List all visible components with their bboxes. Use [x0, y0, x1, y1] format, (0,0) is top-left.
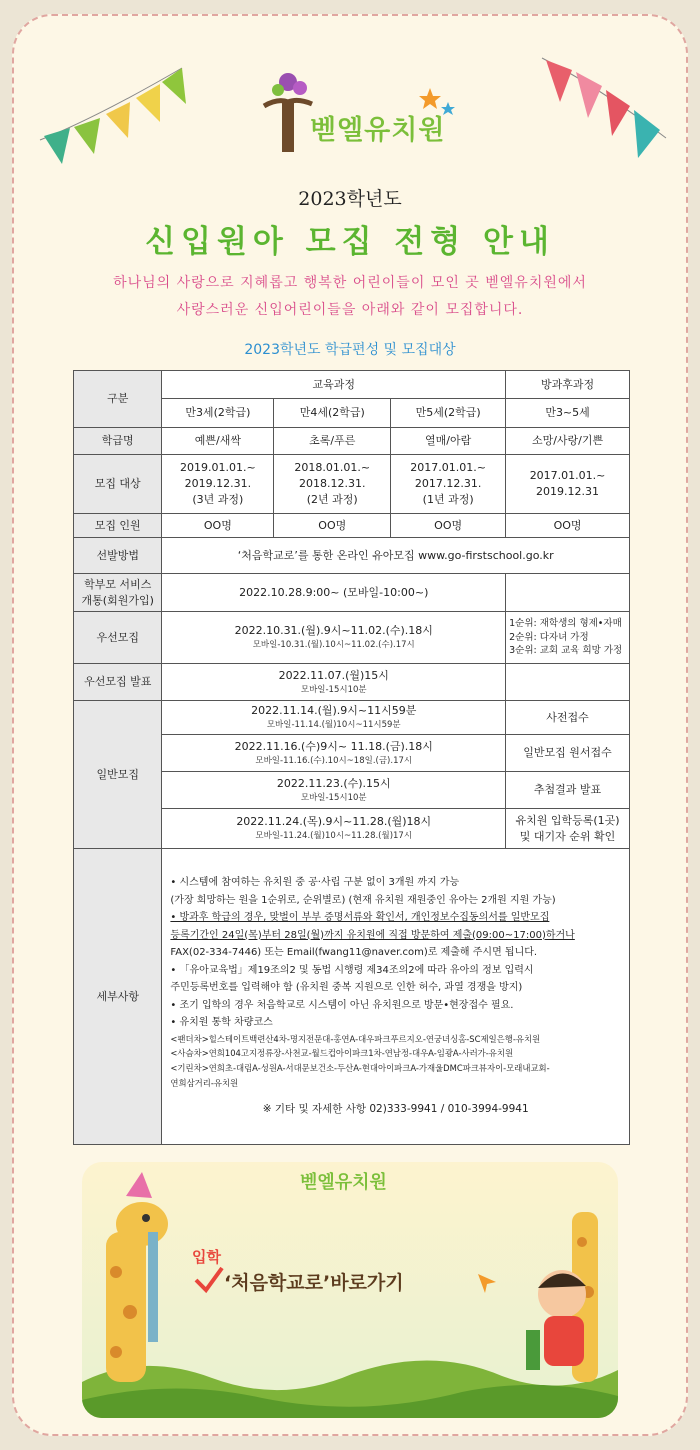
- age-cell: 만5세(2학급): [391, 399, 506, 428]
- method-cell: ‘처음학교로’를 통한 온라인 유아모집 www.go-firstschool.go.kr: [162, 538, 630, 574]
- target-cell: 2018.01.01.~ 2018.12.31. (2년 과정): [274, 455, 391, 514]
- general-date-cell: 2022.11.24.(목).9시~11.28.(월)18시 모바일-11.24.(월)10시~11.28.(월)17시: [162, 809, 506, 849]
- intro-line-1: 하나님의 사랑으로 지혜롭고 행복한 어린이들이 모인 곳 벧엘유치원에서: [113, 275, 587, 291]
- child-giraffe-icon: [522, 1202, 618, 1392]
- header-category: 구분: [74, 371, 162, 428]
- row-label-general: 일반모집: [74, 701, 162, 849]
- empty-cell: [506, 664, 630, 701]
- row-label-method: 선발방법: [74, 538, 162, 574]
- recruitment-table: [73, 370, 630, 1145]
- stars-icon: [418, 86, 458, 126]
- announce-cell: 2022.11.07.(월)15시 모바일-15시10분: [162, 664, 506, 701]
- target-cell: 2019.01.01.~ 2019.12.31. (3년 과정): [162, 455, 274, 514]
- row-label-priority: 우선모집: [74, 612, 162, 664]
- logo-text: 벧엘유치원: [310, 115, 446, 146]
- priority-ranks: 1순위: 재학생의 형제•자매 2순위: 다자녀 가정 3순위: 교회 교육 희망 가정: [506, 612, 630, 664]
- details-cell: • 시스템에 참여하는 유치원 중 공·사립 구분 없이 3개원 까지 가능 (가장 희망하는 원을 1순위로, 순위별로) (현재 유치원 재원중인 유아는 2개원 지원 가능) • 방과후 학급의 경우, 맞벌이 부부 증명서류와 확인서, 개인정보수집동의서를 일반모집 등록기간인 24일(목)부터 28일(월)까지 유치원에 직접 방문하여 제출(09:00~17:00)하거나 FAX(02-334-7446) 또는 Email(fwang11@naver.com)로 제출해 주시면 됩니다. • 「유아교육법」제19조의2 및 동법 시행령 제34조의2에 따라 유아의 정보 입력시 주민등록번호를 입력해야 함 (유치원 중복 지원으로 인한 허수, 과열 경쟁을 방지) • 조기 입학의 경우 처음학교로 시스템이 아닌 유치원으로 방문•현장접수 필요. • 유치원 통학 차량코스 <팬더차>힐스테이트백련산4차-명지전문대-홍연A-대우파크푸르지오-연궁녀싱홈-SC제일은행-유치원 <사슴차>연희104고지정류장-사천교-월드컵아이파크1차-연남정-대우A-임광A-사러가-유치원 <기린차>연희초-대림A-성원A-서대문보건소-두산A-현대아이파크A-가재울DMC파크뷰자이-모래내교회- 연희삼거리-유치원 ※ 기타 및 자세한 사항 02)333-9941 / 010-3994-9941: [162, 849, 630, 1145]
- age-cell: 만3세(2학급): [162, 399, 274, 428]
- row-label-parent: 학부모 서비스 개통(회원가입): [74, 574, 162, 612]
- bunting-left-icon: [36, 48, 186, 168]
- year-label: 2023학년도: [298, 188, 402, 210]
- class-cell: 초록/푸른: [274, 428, 391, 455]
- general-date-cell: 2022.11.16.(수)9시~ 11.18.(금).18시 모바일-11.16.(수).10시~18일.(금).17시: [162, 735, 506, 772]
- priority-cell: 2022.10.31.(월).9시~11.02.(수).18시 모바일-10.31.(월).10시~11.02.(수).17시: [162, 612, 506, 664]
- tree-logo-icon: [258, 68, 318, 158]
- general-date-cell: 2022.11.14.(월).9시~11시59분 모바일-11.14.(월)10시~11시59분: [162, 701, 506, 735]
- banner-logo: 벧엘유치원: [300, 1172, 387, 1193]
- general-desc-cell: 사전접수: [506, 701, 630, 735]
- table-subtitle: 2023학년도 학급편성 및 모집대상: [244, 342, 456, 358]
- class-cell: 열매/아람: [391, 428, 506, 455]
- contact-info: ※ 기타 및 자세한 사항 02)333-9941 / 010-3994-9941: [262, 1103, 529, 1116]
- row-label-class: 학급명: [74, 428, 162, 455]
- age-cell: 만4세(2학급): [274, 399, 391, 428]
- general-desc-cell: 유치원 입학등록(1곳) 및 대기자 순위 확인: [506, 809, 630, 849]
- intro-line-2: 사랑스러운 신입어린이들을 아래와 같이 모집합니다.: [176, 302, 524, 318]
- bunting-right-icon: [540, 48, 670, 178]
- count-cell: OO명: [391, 514, 506, 538]
- row-label-details: 세부사항: [74, 849, 162, 1145]
- cursor-icon: [474, 1270, 500, 1296]
- target-cell: 2017.01.01.~ 2019.12.31: [506, 455, 630, 514]
- admission-tag: 입학: [192, 1248, 221, 1266]
- age-cell: 만3~5세: [506, 399, 630, 428]
- page-title: 신입원아 모집 전형 안내: [145, 224, 555, 260]
- header-after: 방과후과정: [506, 371, 630, 399]
- count-cell: OO명: [506, 514, 630, 538]
- general-date-cell: 2022.11.23.(수).15시 모바일-15시10분: [162, 772, 506, 809]
- check-icon: [194, 1266, 224, 1294]
- parent-cell: 2022.10.28.9:00~ (모바일-10:00~): [162, 574, 506, 612]
- count-cell: OO명: [162, 514, 274, 538]
- target-cell: 2017.01.01.~ 2017.12.31. (1년 과정): [391, 455, 506, 514]
- row-label-announce: 우선모집 발표: [74, 664, 162, 701]
- header-edu: 교육과정: [162, 371, 506, 399]
- general-desc-cell: 추첨결과 발표: [506, 772, 630, 809]
- first-school-banner[interactable]: [82, 1162, 618, 1418]
- class-cell: 예쁜/새싹: [162, 428, 274, 455]
- general-desc-cell: 일반모집 원서접수: [506, 735, 630, 772]
- count-cell: OO명: [274, 514, 391, 538]
- giraffe-icon: [86, 1162, 196, 1382]
- class-cell: 소망/사랑/기쁜: [506, 428, 630, 455]
- kindergarten-logo: [258, 68, 458, 158]
- row-label-count: 모집 인원: [74, 514, 162, 538]
- empty-cell: [506, 574, 630, 612]
- row-label-target: 모집 대상: [74, 455, 162, 514]
- first-school-link[interactable]: ‘처음학교로’바로가기: [224, 1272, 404, 1294]
